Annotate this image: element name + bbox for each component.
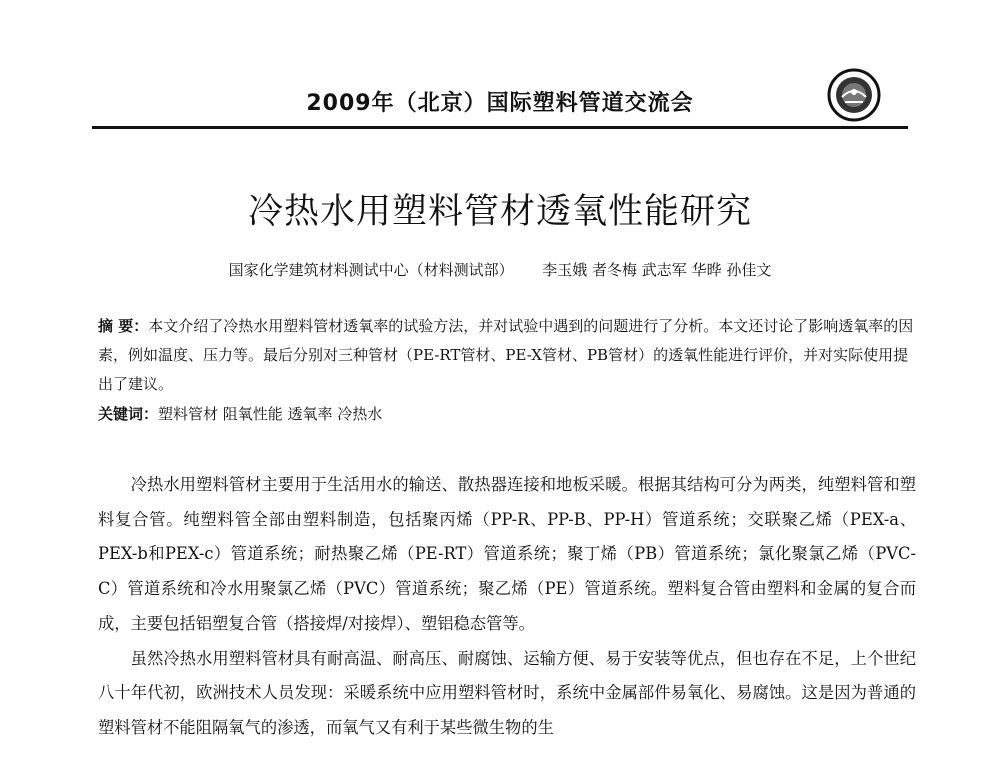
byline bbox=[0, 259, 1000, 280]
conference-header: 2009年（北京）国际塑料管道交流会 bbox=[306, 91, 694, 116]
conference-seal-icon bbox=[827, 68, 881, 122]
authors: 李玉娥 者冬梅 武志军 华晔 孙佳文 bbox=[542, 261, 772, 279]
abstract-label: 摘 要： bbox=[98, 317, 149, 335]
keywords-label: 关键词： bbox=[98, 405, 159, 423]
abstract-text: 本文介绍了冷热水用塑料管材透氧率的试验方法，并对试验中遇到的问题进行了分析。本文还讨论了影响透氧率的因素，例如温度、压力等。最后分别对三种管材（PE-RT管材、PE-X管材、PB管材）的透氧性能进行评价，并对实际使用提出了建议。 bbox=[98, 317, 914, 393]
keywords-text: 塑料管材 阻氧性能 透氧率 冷热水 bbox=[158, 405, 383, 423]
body-text bbox=[98, 468, 916, 746]
keywords bbox=[98, 400, 916, 429]
body-paragraph: 虽然冷热水用塑料管材具有耐高温、耐高压、耐腐蚀、运输方便、易于安装等优点，但也存在不足，上个世纪八十年代初，欧洲技术人员发现：采暖系统中应用塑料管材时，系统中金属部件易氧化、易腐蚀。这是因为普通的塑料管材不能阻隔氧气的渗透，而氧气又有利于某些微生物的生 bbox=[98, 648, 916, 737]
body-paragraph: 冷热水用塑料管材主要用于生活用水的输送、散热器连接和地板采暖。根据其结构可分为两类，纯塑料管和塑料复合管。纯塑料管全部由塑料制造，包括聚丙烯（PP-R、PP-B、PP-H）管道系统；交联聚乙烯（PEX-a、PEX-b和PEX-c）管道系统；耐热聚乙烯（PE-RT）管道系统；聚丁烯（PB）管道系统；氯化聚氯乙烯（PVC-C）管道系统和冷水用聚氯乙烯（PVC）管道系统；聚乙烯（PE）管道系统。塑料复合管由塑料和金属的复合而成，主要包括铝塑复合管（搭接焊/对接焊）、塑铝稳态管等。 bbox=[98, 475, 916, 633]
affiliation: 国家化学建筑材料测试中心（材料测试部） bbox=[228, 261, 514, 279]
header-divider bbox=[92, 126, 908, 129]
paper-title: 冷热水用塑料管材透氧性能研究 bbox=[247, 192, 752, 232]
abstract bbox=[98, 312, 916, 399]
